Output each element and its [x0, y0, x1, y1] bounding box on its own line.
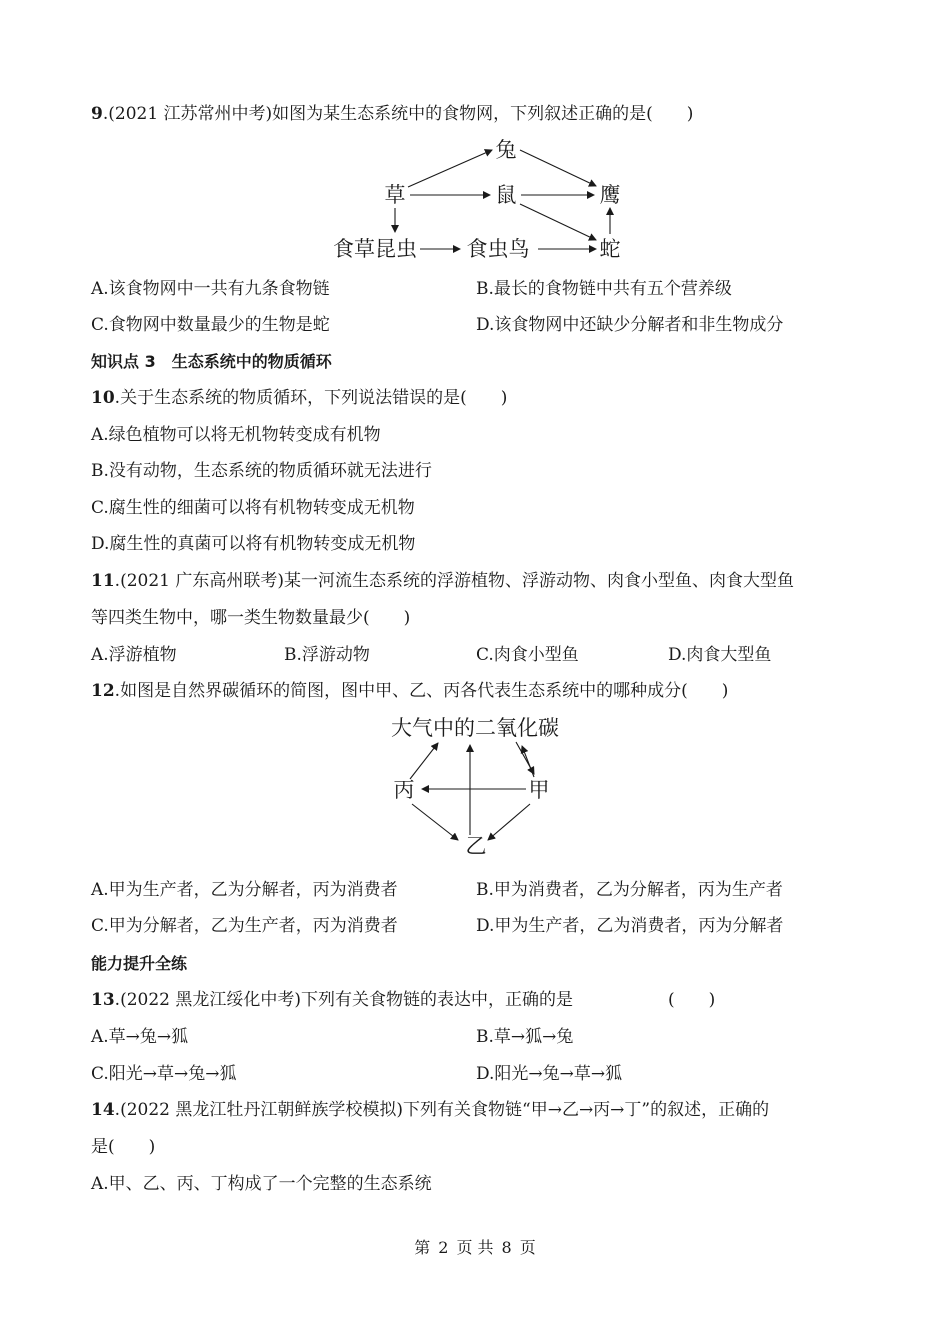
q12-option-c: C.甲为分解者，乙为生产者，丙为消费者 [91, 916, 398, 936]
q9-option-b: B.最长的食物链中共有五个营养级 [476, 279, 732, 299]
food-web-diagram [320, 132, 640, 272]
q13-option-c: C.阳光→草→兔→狐 [91, 1064, 237, 1084]
q10-option-c: C.腐生性的细菌可以将有机物转变成无机物 [91, 498, 415, 518]
q12-option-a: A.甲为生产者，乙为分解者，丙为消费者 [91, 880, 398, 900]
q11-option-d: D.肉食大型鱼 [668, 645, 772, 665]
q9-option-a: A.该食物网中一共有九条食物链 [91, 279, 330, 299]
arrow-shu-she [520, 204, 596, 240]
node-jia: 甲 [528, 778, 550, 802]
q13-option-b: B.草→狐→兔 [476, 1027, 574, 1047]
q11-text-line1: .(2021 广东高州联考)某一河流生态系统的浮游植物、浮游动物、肉食小型鱼、肉食大型鱼 [114, 571, 795, 591]
footer-middle: 页 共 [456, 1238, 494, 1257]
node-bing: 丙 [393, 778, 415, 802]
q12-option-d: D.甲为生产者，乙为消费者，丙为分解者 [476, 916, 784, 936]
arrow-bing-yi [412, 804, 458, 840]
ability-section-heading: 能力提升全练 [91, 954, 188, 973]
arrow-jia-yi [488, 804, 530, 840]
q13-text: .(2022 黑龙江绥化中考)下列有关食物链的表达中，正确的是 [114, 990, 574, 1010]
arrow-cao-tu [408, 150, 492, 187]
q9-number: 9 [91, 104, 103, 124]
node-ying: 鹰 [599, 183, 621, 207]
q11-option-b: B.浮游动物 [284, 645, 370, 665]
footer-prefix: 第 [414, 1238, 431, 1257]
footer-page-number: 2 [438, 1238, 449, 1257]
q11-stem-line1 [91, 569, 794, 593]
q11-option-a: A.浮游植物 [91, 645, 177, 665]
carbon-cycle-diagram [370, 708, 590, 866]
section-3-heading: 知识点 3 生态系统中的物质循环 [91, 352, 332, 371]
carbon-cycle-arrows [410, 742, 534, 840]
q11-option-c: C.肉食小型鱼 [476, 645, 579, 665]
q9-stem [91, 102, 693, 126]
q10-number: 10 [91, 388, 115, 408]
q10-option-d: D.腐生性的真菌可以将有机物转变成无机物 [91, 534, 416, 554]
q10-option-a: A.绿色植物可以将无机物转变成有机物 [91, 425, 381, 445]
q9-option-c: C.食物网中数量最少的生物是蛇 [91, 315, 330, 335]
q12-text: .如图是自然界碳循环的简图，图中甲、乙、丙各代表生态系统中的哪种成分( ) [114, 681, 729, 701]
q13-option-d: D.阳光→兔→草→狐 [476, 1064, 623, 1084]
q14-text-line1: .(2022 黑龙江牡丹江朝鲜族学校模拟)下列有关食物链“甲→乙→丙→丁”的叙述，正确的 [114, 1100, 770, 1120]
node-yi: 乙 [465, 834, 487, 858]
node-kunchong: 食草昆虫 [333, 237, 417, 261]
q13-answer-paren: ( ) [668, 990, 716, 1010]
node-niao: 食虫鸟 [466, 237, 530, 261]
q9-option-d: D.该食物网中还缺少分解者和非生物成分 [476, 315, 784, 335]
node-she: 蛇 [599, 237, 621, 261]
q12-option-b: B.甲为消费者，乙为分解者，丙为生产者 [476, 880, 783, 900]
q14-stem-line2: 是( ) [91, 1137, 156, 1157]
q14-option-a: A.甲、乙、丙、丁构成了一个完整的生态系统 [91, 1174, 432, 1194]
q14-stem-line1 [91, 1098, 769, 1122]
footer-total-pages: 8 [501, 1238, 512, 1257]
page-footer [0, 1235, 950, 1258]
q13-stem [91, 988, 573, 1012]
q12-number: 12 [91, 681, 115, 701]
footer-suffix: 页 [519, 1238, 536, 1257]
node-tu: 兔 [495, 138, 517, 162]
q10-text: .关于生态系统的物质循环，下列说法错误的是( ) [114, 388, 508, 408]
node-shu: 鼠 [495, 183, 517, 207]
node-cao: 草 [384, 183, 406, 207]
q13-number: 13 [91, 990, 115, 1010]
q11-number: 11 [91, 571, 115, 591]
q11-stem-line2: 等四类生物中，哪一类生物数量最少( ) [91, 608, 411, 628]
q13-option-a: A.草→兔→狐 [91, 1027, 189, 1047]
q14-number: 14 [91, 1100, 115, 1120]
q10-option-b: B.没有动物，生态系统的物质循环就无法进行 [91, 461, 432, 481]
arrow-bing-co2 [410, 743, 438, 779]
node-atmosphere-co2: 大气中的二氧化碳 [391, 716, 559, 740]
q10-stem [91, 386, 507, 410]
q12-stem [91, 679, 728, 703]
arrow-tu-ying [520, 150, 596, 186]
q9-text: .(2021 江苏常州中考)如图为某生态系统中的食物网，下列叙述正确的是( ) [102, 104, 694, 124]
arrow-jia-co2 [522, 746, 534, 777]
